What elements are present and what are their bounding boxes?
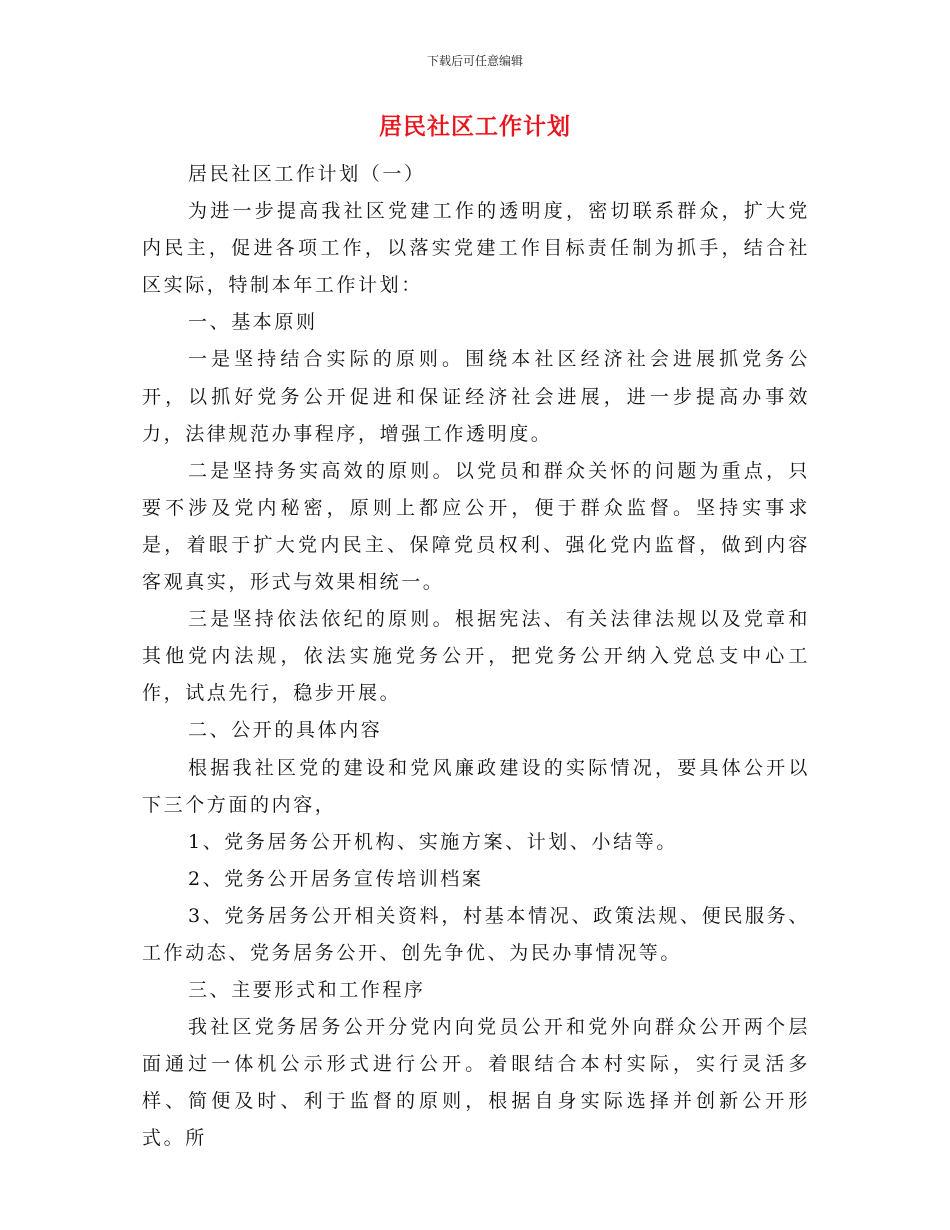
body-paragraph: 三是坚持依法依纪的原则。根据宪法、有关法律法规以及党章和其他党内法规，依法实施党务公开，把党务公开纳入党总支中心工作，试点先行，稳步开展。 (142, 608, 810, 705)
body-paragraph: 为进一步提高我社区党建工作的透明度，密切联系群众，扩大党内民主，促进各项工作，以落实党建工作目标责任制为抓手，结合社区实际，特制本年工作计划： (142, 200, 810, 297)
list-item: 1、党务居务公开机构、实施方案、计划、小结等。 (188, 830, 678, 853)
list-item: 3、党务居务公开相关资料，村基本情况、政策法规、便民服务、工作动态、党务居务公开、创先争优、为民办事情况等。 (142, 904, 810, 964)
body-paragraph: 一是坚持结合实际的原则。围绕本社区经济社会进展抓党务公开，以抓好党务公开促进和保证经济社会进展，进一步提高办事效力，法律规范办事程序，增强工作透明度。 (142, 348, 810, 445)
body-paragraph: 根据我社区党的建设和党风廉政建设的实际情况，要具体公开以下三个方面的内容， (142, 756, 810, 816)
document-body (142, 156, 810, 1158)
body-paragraph: 二是坚持务实高效的原则。以党员和群众关怀的问题为重点，只要不涉及党内秘密，原则上都应公开，便于群众监督。坚持实事求是，着眼于扩大党内民主、保障党员权利、强化党内监督，做到内容客观真实，形式与效果相统一。 (142, 459, 810, 594)
document-title: 居民社区工作计划 (379, 113, 571, 140)
body-paragraph: 我社区党务居务公开分党内向党员公开和党外向群众公开两个层面通过一体机公示形式进行公开。着眼结合本村实际，实行灵活多样、简便及时、利于监督的原则，根据自身实际选择并创新公开形式。所 (142, 1016, 810, 1150)
list-item: 2、党务公开居务宣传培训档案 (188, 867, 484, 890)
section-heading: 三、主要形式和工作程序 (188, 979, 426, 1002)
section-heading: 二、公开的具体内容 (188, 719, 383, 742)
section-heading: 一、基本原则 (188, 311, 318, 334)
section-subtitle: 居民社区工作计划（一） (188, 163, 426, 185)
page-header: 下载后可任意编辑 (426, 54, 523, 68)
